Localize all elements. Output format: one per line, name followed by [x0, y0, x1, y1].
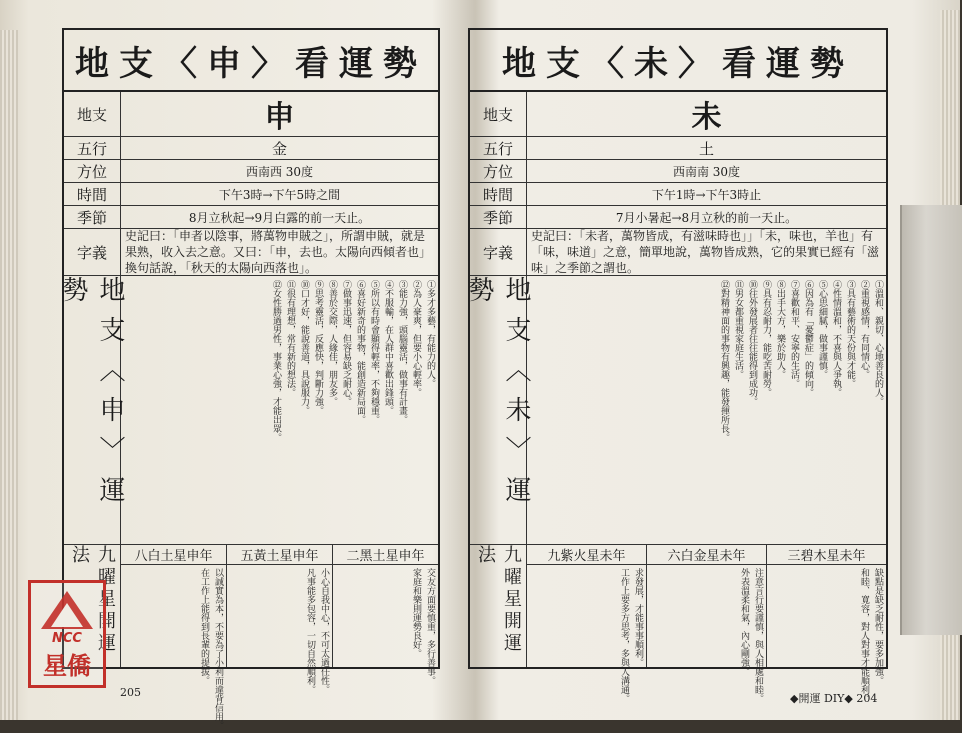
row-time: 時間 下午3時→下午5時之間 [64, 183, 438, 206]
row-direction: 方位 西南西 30度 [64, 160, 438, 183]
fortune-item: ③具有藝術的天份與才能。 [845, 280, 855, 388]
star-section: 三碧木星未年 缺點是缺乏耐性，要多加強。 和睦、寬容，對人對事才能順利。 [767, 545, 886, 667]
row-season: 季節 7月小暑起→8月立秋的前一天止。 [470, 206, 886, 229]
fortune-item: ②為人豪爽，但要小心輕率。 [411, 280, 421, 397]
fortune-item: ⑨具有忍耐力，能吃苦耐勞。 [761, 280, 771, 397]
star-section: 六白金星未年 注意言行要謹慎，與人相處和睦。 外表溫柔和氣，內心剛強。 [647, 545, 767, 667]
fortune-item: ①溫和、親切、心地善良的人。 [873, 280, 883, 406]
fortune-area [58, 276, 438, 545]
fortune-area [464, 276, 886, 545]
stamp-latin: NCC [52, 631, 82, 646]
star-section: 九紫火星未年 求發展，才能事事順利。 工作上要多方思考，多與人溝通。 [527, 545, 647, 667]
page-title: 地支〈未〉看運勢 [468, 28, 888, 90]
row-branch: 地支 未 [470, 92, 886, 137]
row-element: 五行 金 [64, 137, 438, 160]
fortune-item: ⑤心思細膩，做事謹慎。 [817, 280, 827, 379]
branch-char: 未 [691, 100, 722, 135]
fortune-item: ⑧善於交際，人緣佳，朋友多。 [327, 280, 337, 406]
fortune-heading: 地支〈未〉運勢 [470, 276, 527, 544]
nine-star-heading: 九曜星開運法 [64, 545, 121, 667]
stamp-han: 星僑 [43, 652, 91, 680]
fortune-item: ⑩往外發展者往往能得到成功。 [747, 280, 757, 406]
row-time: 時間 下午1時→下午3時止 [470, 183, 886, 206]
fortune-heading: 地支〈申〉運勢 [64, 276, 121, 544]
page-stack-left [0, 30, 18, 720]
fortune-item: ④性情溫和，不喜與人爭執。 [831, 280, 841, 397]
row-meaning: 字義 史記曰：「申者以陰事，將萬物申賊之」，所謂申賊，就是果熟，收入去之意。又曰：「申，去也。太陽向西傾者也」換句話說，「秋天的太陽向西落也」。 [64, 229, 438, 276]
fortune-item: ⑥因為有「憂鬱症」的傾向。 [803, 280, 813, 397]
fortune-item: ⑨思考靈活，反應快，判斷力強。 [313, 280, 323, 415]
branch-char: 申 [264, 100, 295, 135]
star-section: 五黃土星申年 小心自我中心，不可太過任性。 凡事能多包容，一切自然順利。 [227, 545, 333, 667]
row-direction: 方位 西南南 30度 [470, 160, 886, 183]
fortune-item: ⑩口才好，能說善道，具說服力。 [299, 280, 309, 415]
fortune-item: ②重視感情，有同情心。 [859, 280, 869, 379]
row-season: 季節 8月立秋起→9月白露的前一天止。 [64, 206, 438, 229]
fortune-columns [527, 276, 886, 544]
fortune-item: ⑫對精神面的事物有興趣，能發揮所長。 [719, 280, 729, 442]
fortune-item: ④不服輸，在人群中喜歡出鋒頭。 [383, 280, 393, 415]
page-title: 地支〈申〉看運勢 [62, 28, 440, 90]
fortune-item: ①多才多藝，有能力的人。 [425, 280, 435, 388]
fortune-item: ③能力強，頭腦靈活，做事有計畫。 [397, 280, 407, 424]
star-section: 八白土星申年 以誠實為本，不要為了小利而違背信用。 在工作上能得到長輩的提拔。 [121, 545, 227, 667]
star-section: 二黑土星申年 交友方面要慎重，多行善事。 家庭和樂則運勢良好。 [333, 545, 438, 667]
page-tab [900, 205, 962, 635]
fortune-item: ⑪男女都重視家庭生活。 [733, 280, 743, 379]
page-number-left: 205 [120, 686, 141, 699]
row-element: 五行 土 [470, 137, 886, 160]
row-meaning: 字義 史記曰：「未者，萬物皆成，有滋味時也」」「未，味也，羊也」有「味，味道」之意，簡單地說，萬物皆成熟，它的果實已經有「滋味」之季節之謂也。 [470, 229, 886, 276]
page-number-right: ◆開運 DIY◆ 204 [790, 692, 878, 705]
watermark-stamp [28, 580, 106, 688]
fortune-item: ⑤所以有時會顯得輕率，不夠穩重。 [369, 280, 379, 424]
nine-star-heading: 九曜星開運法 [470, 545, 527, 667]
fortune-columns [121, 276, 438, 544]
fortune-item: ⑧出手大方，樂於助人。 [775, 280, 785, 379]
fortune-item: ⑪很有理想，常有新的想法。 [285, 280, 295, 397]
fortune-item: ⑦喜歡和平、安寧的生活。 [789, 280, 799, 388]
fortune-item: ⑥喜好新奇的事物，能創造新局面。 [355, 280, 365, 424]
fortune-item: ⑦做事迅速，但容易缺乏耐心。 [341, 280, 351, 406]
fortune-item: ⑫女性勝過男性，事業心強，才能出眾。 [271, 280, 281, 442]
row-branch: 地支 申 [64, 92, 438, 137]
